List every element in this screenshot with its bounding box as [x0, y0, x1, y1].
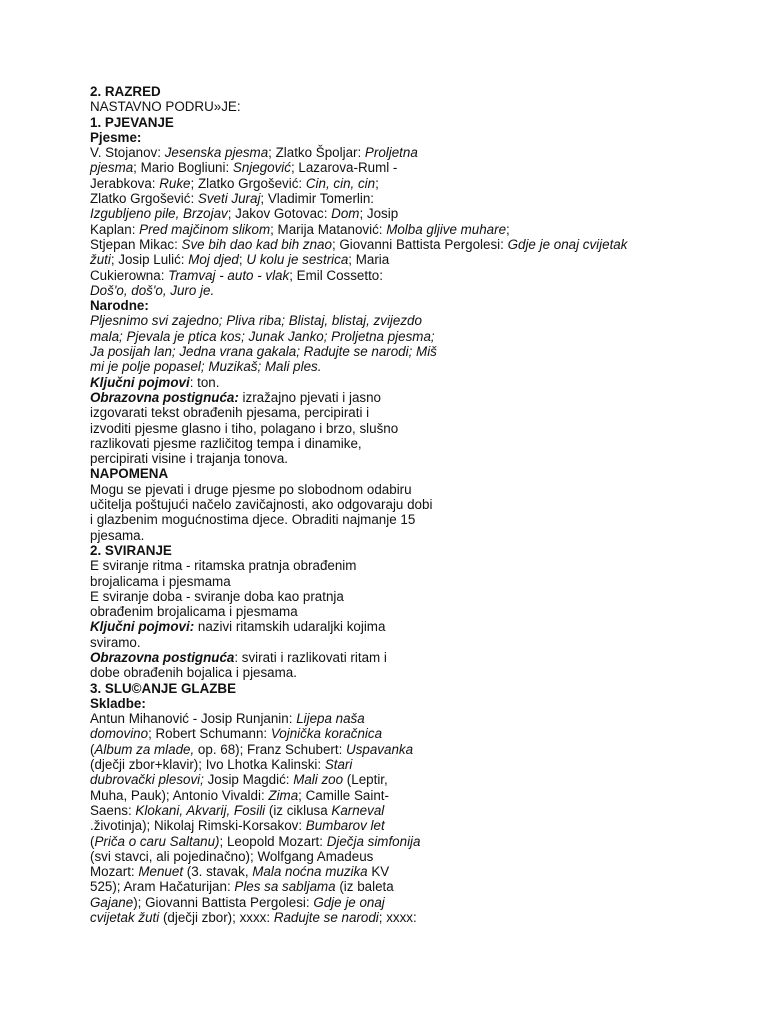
heading-text: Pjesme:	[90, 129, 142, 145]
text-line	[90, 375, 670, 390]
body-text: Stjepan Mikac:	[90, 236, 182, 252]
heading-text: 2. RAZRED	[90, 84, 161, 99]
body-text: ; Zlatko Špoljar:	[268, 145, 365, 161]
body-text: ; Maria	[348, 252, 390, 268]
text-line	[90, 115, 670, 130]
body-text: ; Camille Saint-	[298, 787, 389, 803]
emphasis-text: Mala noćna muzika	[252, 864, 368, 880]
emphasis-text: Vojnička koračnica	[270, 726, 383, 742]
emphasis-text: Dom	[331, 206, 360, 222]
body-text: ; Jakov Gotovac:	[227, 206, 332, 222]
emphasis-text: domovino	[90, 726, 149, 742]
body-text: (3. stavak,	[183, 864, 253, 880]
body-text: E sviranje doba - sviranje doba kao pratnja	[90, 588, 344, 604]
body-text: sviramo.	[90, 634, 141, 650]
emphasis-text: Proljetna	[364, 145, 418, 161]
text-line	[90, 237, 670, 252]
emphasis-text: Sve bih dao kad bih znao	[181, 236, 332, 252]
heading-text: Skladbe:	[90, 695, 146, 711]
text-line	[90, 834, 670, 849]
body-text: učitelja poštujući načelo zavičajnosti, ako odgovaraju dobi	[90, 497, 433, 513]
text-line	[90, 176, 670, 191]
body-text: ); Giovanni Battista Pergolesi:	[133, 894, 314, 910]
emphasis-text: Sveti Juraj	[197, 191, 261, 207]
emphasis-text: Snjegović	[232, 160, 291, 176]
body-text: nazivi ritamskih udaraljki kojima	[194, 619, 386, 635]
emphasis-text: Cin, cin, cin	[305, 175, 376, 191]
body-text: Josip Magdić:	[203, 772, 294, 788]
body-text: pjesama.	[90, 527, 145, 543]
body-text: ; Robert Schumann:	[148, 726, 271, 742]
body-text: ; Zlatko Grgošević:	[190, 175, 306, 191]
body-text: (iz ciklusa	[265, 802, 332, 818]
emphasis-text: Album za mlade,	[94, 741, 195, 757]
emphasis-text: Ples sa sabljama	[234, 879, 336, 895]
text-line	[90, 742, 670, 757]
emphasis-text: Tramvaj - auto - vlak	[168, 267, 290, 283]
text-line	[90, 803, 670, 818]
text-line	[90, 788, 670, 803]
emphasis-text: dubrovački plesovi;	[90, 772, 204, 788]
emphasis-text: Mali zoo	[293, 772, 344, 788]
body-text: dobe obrađenih bojalica i pjesama.	[90, 665, 297, 681]
emphasis-text: Dječja simfonija	[326, 833, 421, 849]
text-line	[90, 482, 670, 497]
heading-text: 3. SLU©ANJE GLAZBE	[90, 680, 237, 696]
text-line	[90, 864, 670, 879]
body-text: Saens:	[90, 802, 136, 818]
text-line	[90, 757, 670, 772]
text-line	[90, 543, 670, 558]
text-line	[90, 772, 670, 787]
text-line	[90, 298, 670, 313]
text-line	[90, 313, 670, 328]
body-text: .životinja); Nikolaj Rimski-Korsakov:	[90, 818, 306, 834]
text-line	[90, 589, 670, 604]
emphasis-text: U kolu je sestrica	[246, 252, 349, 268]
body-text: Cukierowna:	[90, 267, 169, 283]
emphasis-text: žuti	[90, 252, 111, 268]
body-text: ;	[506, 221, 510, 237]
body-text: (	[90, 741, 95, 757]
text-line	[90, 558, 670, 573]
body-text: KV	[367, 864, 390, 880]
body-text: razlikovati pjesme različitog tempa i dinamike,	[90, 435, 362, 451]
heading-text: 1. PJEVANJE	[90, 114, 174, 130]
body-text: Muha, Pauk); Antonio Vivaldi:	[90, 787, 269, 803]
emphasis-text: pjesma	[90, 160, 134, 176]
body-text: (svi stavci, ali pojedinačno); Wolfgang Amadeus	[90, 848, 374, 864]
body-text: izgovarati tekst obrađenih pjesama, percipirati i	[90, 405, 370, 421]
emphasis-text: Moj djed	[188, 252, 239, 268]
emphasis-text: Zima	[268, 787, 299, 803]
text-line	[90, 604, 670, 619]
body-text: (Leptir,	[343, 772, 388, 788]
emphasis-text: mi je polje popasel; Muzikaš; Mali ples.	[90, 359, 322, 375]
text-line	[90, 849, 670, 864]
emphasis-text: Stari	[324, 757, 353, 773]
body-text: (iz baleta	[335, 879, 394, 895]
text-line	[90, 665, 670, 680]
emphasis-text: Molba gljive muhare	[386, 221, 507, 237]
emphasis-text: Karneval	[331, 802, 385, 818]
body-text: : ton.	[189, 374, 220, 390]
text-line	[90, 466, 670, 481]
text-line	[90, 344, 670, 359]
text-line	[90, 726, 670, 741]
text-line	[90, 574, 670, 589]
emphasis-text: Menuet	[138, 864, 184, 880]
emphasis-text: cvijetak žuti	[90, 910, 160, 926]
emphasis-text: Priča o caru Saltanu)	[94, 833, 220, 849]
emphasis-text: Ja posijah lan; Jedna vrana gakala; Radujte se narodi; Miš	[90, 344, 437, 360]
text-line	[90, 696, 670, 711]
emphasis-text: Ključni pojmovi:	[90, 619, 195, 635]
text-line	[90, 191, 670, 206]
emphasis-text: Pljesnimo svi zajedno; Pliva riba; Blistaj, blistaj, zvijezdo	[90, 313, 422, 329]
text-line	[90, 268, 670, 283]
body-text: ; Mario Bogliuni:	[133, 160, 233, 176]
body-text: ; Giovanni Battista Pergolesi:	[331, 236, 508, 252]
emphasis-text: Pred majčinom slikom	[139, 221, 271, 237]
body-text: ;	[238, 252, 247, 268]
body-text: izvoditi pjesme glasno i tiho, polagano i brzo, slušno	[90, 420, 399, 436]
text-line	[90, 390, 670, 405]
body-text: ; xxxx:	[378, 910, 417, 926]
emphasis-text: Ključni pojmovi	[90, 374, 190, 390]
emphasis-text: Gdje je onaj	[313, 894, 385, 910]
body-text: (dječji zbor+klavir); Ivo Lhotka Kalinski:	[90, 757, 325, 773]
body-text: (dječji zbor); xxxx:	[159, 910, 274, 926]
emphasis-text: Lijepa naša	[296, 711, 365, 727]
heading-text: 2. SVIRANJE	[90, 542, 172, 558]
body-text: (	[90, 833, 95, 849]
text-line	[90, 879, 670, 894]
emphasis-text: Radujte se narodi	[273, 910, 379, 926]
text-line	[90, 359, 670, 374]
text-line	[90, 711, 670, 726]
emphasis-text: Gdje je onaj cvijetak	[507, 236, 628, 252]
text-line	[90, 329, 670, 344]
emphasis-text: Gajane	[90, 894, 134, 910]
emphasis-text: Doš'o, doš'o, Juro je.	[90, 282, 215, 298]
emphasis-text: Izgubljeno pile, Brzojav	[90, 206, 228, 222]
text-line	[90, 650, 670, 665]
emphasis-text: Uspavanka	[346, 741, 414, 757]
text-line	[90, 681, 670, 696]
emphasis-text: Ruke	[159, 175, 191, 191]
emphasis-text: mala; Pjevala je ptica kos; Junak Janko; Proljetna pjesma;	[90, 328, 435, 344]
body-text: obrađenim brojalicama i pjesmama	[90, 604, 298, 620]
body-text: ; Lazarova-Ruml -	[290, 160, 398, 176]
body-text: Antun Mihanović - Josip Runjanin:	[90, 711, 297, 727]
emphasis-text: Bumbarov let	[305, 818, 385, 834]
text-line	[90, 818, 670, 833]
text-line	[90, 130, 670, 145]
emphasis-text: Jesenska pjesma	[164, 145, 269, 161]
body-text: Kaplan:	[90, 221, 140, 237]
body-text: ; Josip	[359, 206, 399, 222]
text-line	[90, 84, 670, 99]
heading-text: NAPOMENA	[90, 466, 169, 482]
text-line	[90, 910, 670, 925]
body-text: ; Leopold Mozart:	[219, 833, 327, 849]
text-line	[90, 619, 670, 634]
text-line	[90, 206, 670, 221]
emphasis-text: Obrazovna postignuća	[90, 649, 235, 665]
text-line	[90, 451, 670, 466]
body-text: ;	[375, 175, 379, 191]
body-text: ; Emil Cossetto:	[289, 267, 383, 283]
body-text: izražajno pjevati i jasno	[238, 389, 381, 405]
body-text: : svirati i razlikovati ritam i	[234, 649, 387, 665]
body-text: percipirati visine i trajanja tonova.	[90, 451, 288, 467]
text-line	[90, 99, 670, 114]
body-text: ; Josip Lulić:	[110, 252, 189, 268]
text-line	[90, 160, 670, 175]
text-line	[90, 283, 670, 298]
body-text: Mogu se pjevati i druge pjesme po slobodnom odabiru	[90, 481, 412, 497]
text-line	[90, 421, 670, 436]
body-text: ; Marija Matanović:	[270, 221, 387, 237]
text-line	[90, 895, 670, 910]
heading-text: Narodne:	[90, 298, 149, 314]
body-text: NASTAVNO PODRU»JE:	[90, 99, 241, 115]
body-text: Mozart:	[90, 864, 139, 880]
emphasis-text: Obrazovna postignuća:	[90, 389, 239, 405]
text-line	[90, 497, 670, 512]
text-line	[90, 145, 670, 160]
body-text: i glazbenim mogućnostima djece. Obraditi najmanje 15	[90, 512, 416, 528]
text-line	[90, 528, 670, 543]
body-text: brojalicama i pjesmama	[90, 573, 231, 589]
body-text: E sviranje ritma - ritamska pratnja obrađenim	[90, 558, 357, 574]
emphasis-text: Klokani, Akvarij, Fosili	[135, 802, 266, 818]
body-text: 525); Aram Hačaturijan:	[90, 879, 235, 895]
body-text: Zlatko Grgošević:	[90, 191, 198, 207]
text-line	[90, 635, 670, 650]
body-text: Jerabkova:	[90, 175, 160, 191]
text-line	[90, 512, 670, 527]
document-body	[90, 84, 670, 925]
text-line	[90, 222, 670, 237]
body-text: ; Vladimir Tomerlin:	[260, 191, 375, 207]
text-line	[90, 252, 670, 267]
body-text: op. 68); Franz Schubert:	[194, 741, 347, 757]
text-line	[90, 405, 670, 420]
text-line	[90, 436, 670, 451]
body-text: V. Stojanov:	[90, 145, 165, 161]
